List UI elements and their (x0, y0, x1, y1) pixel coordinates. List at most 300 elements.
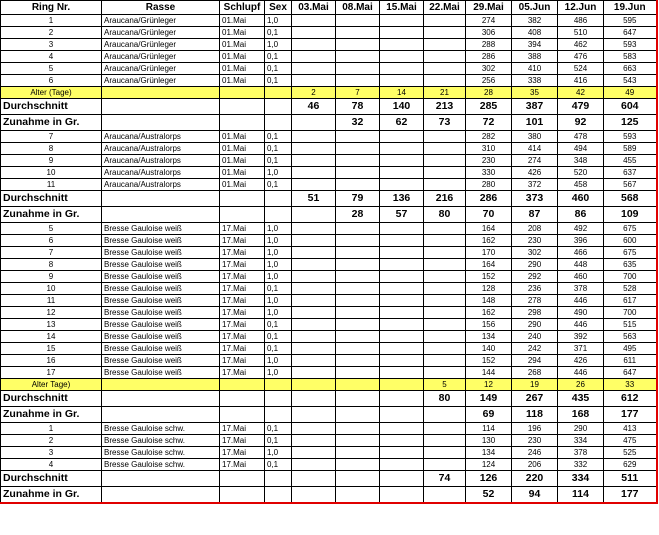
table-cell: 378 (558, 283, 604, 295)
column-header: 15.Mai (380, 1, 424, 15)
table-row (1, 343, 657, 355)
table-cell: 126 (466, 471, 512, 487)
table-cell: 70 (466, 207, 512, 223)
table-cell: 17.Mai (220, 459, 265, 471)
table-cell (380, 319, 424, 331)
table-cell: 28 (336, 207, 380, 223)
row-label-cell: Alter Tage) (1, 379, 102, 391)
row-label-cell: Zunahme in Gr. (1, 487, 102, 504)
table-cell (292, 207, 336, 223)
table-row (1, 367, 657, 379)
table-cell: 164 (466, 259, 512, 271)
table-cell (220, 391, 265, 407)
table-cell: 466 (558, 247, 604, 259)
table-row (1, 63, 657, 75)
table-cell: 28 (466, 87, 512, 99)
summary-row (1, 407, 657, 423)
table-cell: 515 (604, 319, 657, 331)
table-cell: 19 (512, 379, 558, 391)
table-cell: 1,0 (265, 259, 292, 271)
table-cell: 589 (604, 143, 657, 155)
table-cell: 510 (558, 27, 604, 39)
ring-number-cell: 8 (1, 259, 102, 271)
table-cell: 568 (604, 191, 657, 207)
table-cell (292, 27, 336, 39)
ring-number-cell: 15 (1, 343, 102, 355)
ring-number-cell: 16 (1, 355, 102, 367)
table-cell: 1,0 (265, 295, 292, 307)
table-row (1, 155, 657, 167)
table-cell: 196 (512, 423, 558, 435)
table-cell: 0,1 (265, 179, 292, 191)
table-cell: 17.Mai (220, 423, 265, 435)
table-cell: 414 (512, 143, 558, 155)
table-cell: 388 (512, 51, 558, 63)
table-cell: 520 (558, 167, 604, 179)
table-cell: 51 (292, 191, 336, 207)
table-cell (424, 75, 466, 87)
ring-number-cell: 6 (1, 75, 102, 87)
table-cell: 511 (604, 471, 657, 487)
table-cell: 2 (292, 87, 336, 99)
table-cell (380, 63, 424, 75)
table-cell: 475 (604, 435, 657, 447)
table-cell (380, 447, 424, 459)
table-cell (380, 331, 424, 343)
table-cell (424, 131, 466, 143)
table-cell: 26 (558, 379, 604, 391)
table-cell: 17.Mai (220, 447, 265, 459)
table-cell: 177 (604, 487, 657, 504)
table-body (1, 1, 657, 504)
table-cell (292, 459, 336, 471)
table-cell: 0,1 (265, 51, 292, 63)
table-cell: 17.Mai (220, 235, 265, 247)
table-cell (380, 379, 424, 391)
column-header: 19.Jun (604, 1, 657, 15)
table-cell (424, 283, 466, 295)
table-cell (265, 191, 292, 207)
table-cell: Araucana/Australorps (102, 143, 220, 155)
table-cell: 700 (604, 271, 657, 283)
summary-row (1, 115, 657, 131)
table-row (1, 459, 657, 471)
table-cell (336, 487, 380, 504)
table-cell: 416 (558, 75, 604, 87)
table-cell: 378 (558, 447, 604, 459)
table-cell (380, 471, 424, 487)
table-row (1, 179, 657, 191)
table-cell (380, 39, 424, 51)
table-cell (336, 447, 380, 459)
table-cell: 208 (512, 223, 558, 235)
table-cell (336, 155, 380, 167)
table-cell: 285 (466, 99, 512, 115)
table-cell (336, 51, 380, 63)
ring-number-cell: 9 (1, 271, 102, 283)
table-cell: 42 (558, 87, 604, 99)
table-cell (292, 235, 336, 247)
ring-number-cell: 13 (1, 319, 102, 331)
ring-number-cell: 3 (1, 39, 102, 51)
table-cell: 486 (558, 15, 604, 27)
ring-number-cell: 5 (1, 63, 102, 75)
table-cell: 1,0 (265, 355, 292, 367)
table-cell (424, 271, 466, 283)
table-row (1, 435, 657, 447)
ring-number-cell: 11 (1, 295, 102, 307)
table-cell (102, 391, 220, 407)
table-cell: 310 (466, 143, 512, 155)
table-cell: Bresse Gauloise weiß (102, 355, 220, 367)
table-cell: Bresse Gauloise weiß (102, 223, 220, 235)
column-header: 08.Mai (336, 1, 380, 15)
table-cell (380, 75, 424, 87)
table-cell: Bresse Gauloise weiß (102, 283, 220, 295)
table-cell (336, 319, 380, 331)
table-cell: 0,1 (265, 459, 292, 471)
table-cell (265, 407, 292, 423)
ring-number-cell: 7 (1, 247, 102, 259)
table-cell: 17.Mai (220, 307, 265, 319)
table-cell: 292 (512, 271, 558, 283)
table-cell (292, 75, 336, 87)
table-cell (380, 459, 424, 471)
table-cell: 73 (424, 115, 466, 131)
ring-number-cell: 5 (1, 223, 102, 235)
table-cell: 01.Mai (220, 15, 265, 27)
table-cell: 17.Mai (220, 355, 265, 367)
table-cell: 490 (558, 307, 604, 319)
table-cell (292, 487, 336, 504)
table-cell: 46 (292, 99, 336, 115)
table-cell: 1,0 (265, 167, 292, 179)
table-cell: 0,1 (265, 143, 292, 155)
table-cell: Araucana/Australorps (102, 179, 220, 191)
table-cell (424, 407, 466, 423)
table-cell (336, 343, 380, 355)
table-cell (102, 115, 220, 131)
table-cell: 1,0 (265, 307, 292, 319)
table-cell: 168 (558, 407, 604, 423)
table-cell: 382 (512, 15, 558, 27)
table-cell (424, 343, 466, 355)
table-cell: 17.Mai (220, 435, 265, 447)
table-cell: 286 (466, 191, 512, 207)
table-cell (380, 307, 424, 319)
table-cell: 101 (512, 115, 558, 131)
table-cell: 236 (512, 283, 558, 295)
ring-number-cell: 8 (1, 143, 102, 155)
table-cell: 408 (512, 27, 558, 39)
table-cell: 593 (604, 131, 657, 143)
table-cell: 294 (512, 355, 558, 367)
ring-number-cell: 3 (1, 447, 102, 459)
table-cell: 330 (466, 167, 512, 179)
table-cell (292, 271, 336, 283)
table-cell: 0,1 (265, 63, 292, 75)
table-cell (292, 223, 336, 235)
column-header: Rasse (102, 1, 220, 15)
table-cell (265, 99, 292, 115)
table-cell (336, 39, 380, 51)
table-cell: 268 (512, 367, 558, 379)
table-cell: 332 (558, 459, 604, 471)
table-cell: 298 (512, 307, 558, 319)
table-cell: 290 (512, 319, 558, 331)
table-cell: 86 (558, 207, 604, 223)
table-cell (380, 27, 424, 39)
table-cell (292, 179, 336, 191)
table-cell (380, 131, 424, 143)
table-cell (336, 355, 380, 367)
row-label-cell: Durchschnitt (1, 99, 102, 115)
table-cell: 149 (466, 391, 512, 407)
table-row (1, 307, 657, 319)
table-cell (265, 87, 292, 99)
table-cell: 213 (424, 99, 466, 115)
table-cell (102, 471, 220, 487)
table-cell: 62 (380, 115, 424, 131)
table-cell: 164 (466, 223, 512, 235)
table-cell: 0,1 (265, 283, 292, 295)
table-cell: 74 (424, 471, 466, 487)
table-cell: 152 (466, 271, 512, 283)
table-cell (336, 167, 380, 179)
table-cell (102, 87, 220, 99)
table-cell (424, 143, 466, 155)
table-cell: 01.Mai (220, 51, 265, 63)
table-cell (220, 87, 265, 99)
table-cell: 140 (380, 99, 424, 115)
column-header: 12.Jun (558, 1, 604, 15)
table-cell (336, 27, 380, 39)
table-cell (336, 423, 380, 435)
table-cell: 79 (336, 191, 380, 207)
table-cell: 246 (512, 447, 558, 459)
table-row (1, 247, 657, 259)
table-cell: 446 (558, 319, 604, 331)
ring-number-cell: 14 (1, 331, 102, 343)
table-row (1, 15, 657, 27)
table-cell: 700 (604, 307, 657, 319)
table-cell: Araucana/Grünleger (102, 39, 220, 51)
table-cell: 0,1 (265, 155, 292, 167)
ring-number-cell: 2 (1, 435, 102, 447)
table-cell (380, 355, 424, 367)
table-cell: 492 (558, 223, 604, 235)
table-cell: 35 (512, 87, 558, 99)
table-cell (380, 179, 424, 191)
table-cell: Bresse Gauloise schw. (102, 447, 220, 459)
table-cell (102, 191, 220, 207)
table-cell (380, 343, 424, 355)
table-cell: 288 (466, 39, 512, 51)
table-cell (292, 307, 336, 319)
table-cell (265, 207, 292, 223)
summary-row (1, 99, 657, 115)
table-cell: 302 (466, 63, 512, 75)
table-cell: 392 (558, 331, 604, 343)
table-cell: 478 (558, 131, 604, 143)
table-cell: 446 (558, 295, 604, 307)
row-label-cell: Zunahme in Gr. (1, 407, 102, 423)
table-cell (292, 295, 336, 307)
table-cell: 371 (558, 343, 604, 355)
table-cell (380, 487, 424, 504)
table-cell: 136 (380, 191, 424, 207)
table-cell: 302 (512, 247, 558, 259)
table-cell: 220 (512, 471, 558, 487)
table-cell (292, 471, 336, 487)
table-cell: 109 (604, 207, 657, 223)
table-cell (424, 155, 466, 167)
table-cell: 01.Mai (220, 155, 265, 167)
table-cell: 1,0 (265, 271, 292, 283)
table-cell (220, 191, 265, 207)
column-header: Ring Nr. (1, 1, 102, 15)
table-cell: 348 (558, 155, 604, 167)
table-row (1, 235, 657, 247)
table-cell (220, 471, 265, 487)
table-cell: 01.Mai (220, 63, 265, 75)
table-cell (380, 51, 424, 63)
table-cell: 124 (466, 459, 512, 471)
table-cell: 01.Mai (220, 75, 265, 87)
table-cell: 282 (466, 131, 512, 143)
table-cell: 338 (512, 75, 558, 87)
column-header: Schlupf (220, 1, 265, 15)
table-cell: 162 (466, 307, 512, 319)
table-cell (424, 435, 466, 447)
table-cell (424, 259, 466, 271)
table-cell: Araucana/Grünleger (102, 75, 220, 87)
table-row (1, 355, 657, 367)
table-cell: 1,0 (265, 223, 292, 235)
table-cell: 01.Mai (220, 143, 265, 155)
table-cell (424, 487, 466, 504)
table-cell: 206 (512, 459, 558, 471)
table-cell: 0,1 (265, 331, 292, 343)
table-cell: 380 (512, 131, 558, 143)
table-cell (102, 379, 220, 391)
table-cell: 647 (604, 367, 657, 379)
table-cell: 17.Mai (220, 331, 265, 343)
table-cell (292, 447, 336, 459)
table-cell: 87 (512, 207, 558, 223)
table-cell (220, 207, 265, 223)
table-cell: 334 (558, 471, 604, 487)
table-cell: Bresse Gauloise weiß (102, 247, 220, 259)
table-cell: 162 (466, 235, 512, 247)
table-cell (336, 247, 380, 259)
table-cell (424, 459, 466, 471)
table-cell: 637 (604, 167, 657, 179)
table-cell: Araucana/Australorps (102, 167, 220, 179)
table-cell: 290 (558, 423, 604, 435)
table-cell (292, 435, 336, 447)
table-cell (336, 223, 380, 235)
table-cell (336, 15, 380, 27)
table-cell: 0,1 (265, 27, 292, 39)
table-cell: 611 (604, 355, 657, 367)
table-cell: Bresse Gauloise weiß (102, 235, 220, 247)
table-cell: Bresse Gauloise weiß (102, 319, 220, 331)
table-cell (292, 39, 336, 51)
table-cell: 148 (466, 295, 512, 307)
column-header: 03.Mai (292, 1, 336, 15)
table-cell: 5 (424, 379, 466, 391)
table-cell: 1,0 (265, 235, 292, 247)
table-cell: 460 (558, 271, 604, 283)
table-cell (292, 407, 336, 423)
table-cell (380, 259, 424, 271)
table-cell: 435 (558, 391, 604, 407)
table-cell: 0,1 (265, 75, 292, 87)
table-row (1, 75, 657, 87)
table-cell (292, 423, 336, 435)
column-header: 05.Jun (512, 1, 558, 15)
table-cell (292, 283, 336, 295)
table-cell (424, 15, 466, 27)
table-cell (336, 63, 380, 75)
ring-number-cell: 11 (1, 179, 102, 191)
table-cell (336, 307, 380, 319)
table-cell: 1,0 (265, 247, 292, 259)
table-cell: Bresse Gauloise weiß (102, 343, 220, 355)
table-cell: 17.Mai (220, 343, 265, 355)
table-cell (424, 367, 466, 379)
table-cell: 177 (604, 407, 657, 423)
table-cell: Bresse Gauloise weiß (102, 307, 220, 319)
table-cell: 1,0 (265, 39, 292, 51)
table-cell: 17.Mai (220, 259, 265, 271)
table-cell (292, 319, 336, 331)
table-cell (380, 391, 424, 407)
table-cell: 32 (336, 115, 380, 131)
ring-number-cell: 17 (1, 367, 102, 379)
table-cell: 334 (558, 435, 604, 447)
table-cell: 01.Mai (220, 131, 265, 143)
table-cell: 394 (512, 39, 558, 51)
summary-row (1, 207, 657, 223)
ring-number-cell: 12 (1, 307, 102, 319)
table-cell (292, 51, 336, 63)
table-row (1, 39, 657, 51)
table-cell: 446 (558, 367, 604, 379)
table-cell (336, 331, 380, 343)
table-cell: 17.Mai (220, 283, 265, 295)
table-cell (380, 295, 424, 307)
table-cell: 230 (512, 235, 558, 247)
table-cell (336, 367, 380, 379)
table-cell: 635 (604, 259, 657, 271)
ring-number-cell: 10 (1, 283, 102, 295)
table-cell: 240 (512, 331, 558, 343)
table-cell: 80 (424, 207, 466, 223)
table-cell: 80 (424, 391, 466, 407)
row-label-cell: Alter (Tage) (1, 87, 102, 99)
summary-row (1, 191, 657, 207)
table-cell (424, 63, 466, 75)
table-cell: 460 (558, 191, 604, 207)
table-cell (292, 155, 336, 167)
table-cell (380, 283, 424, 295)
table-cell (265, 115, 292, 131)
ring-number-cell: 2 (1, 27, 102, 39)
table-cell: Araucana/Grünleger (102, 51, 220, 63)
table-cell: Araucana/Grünleger (102, 27, 220, 39)
